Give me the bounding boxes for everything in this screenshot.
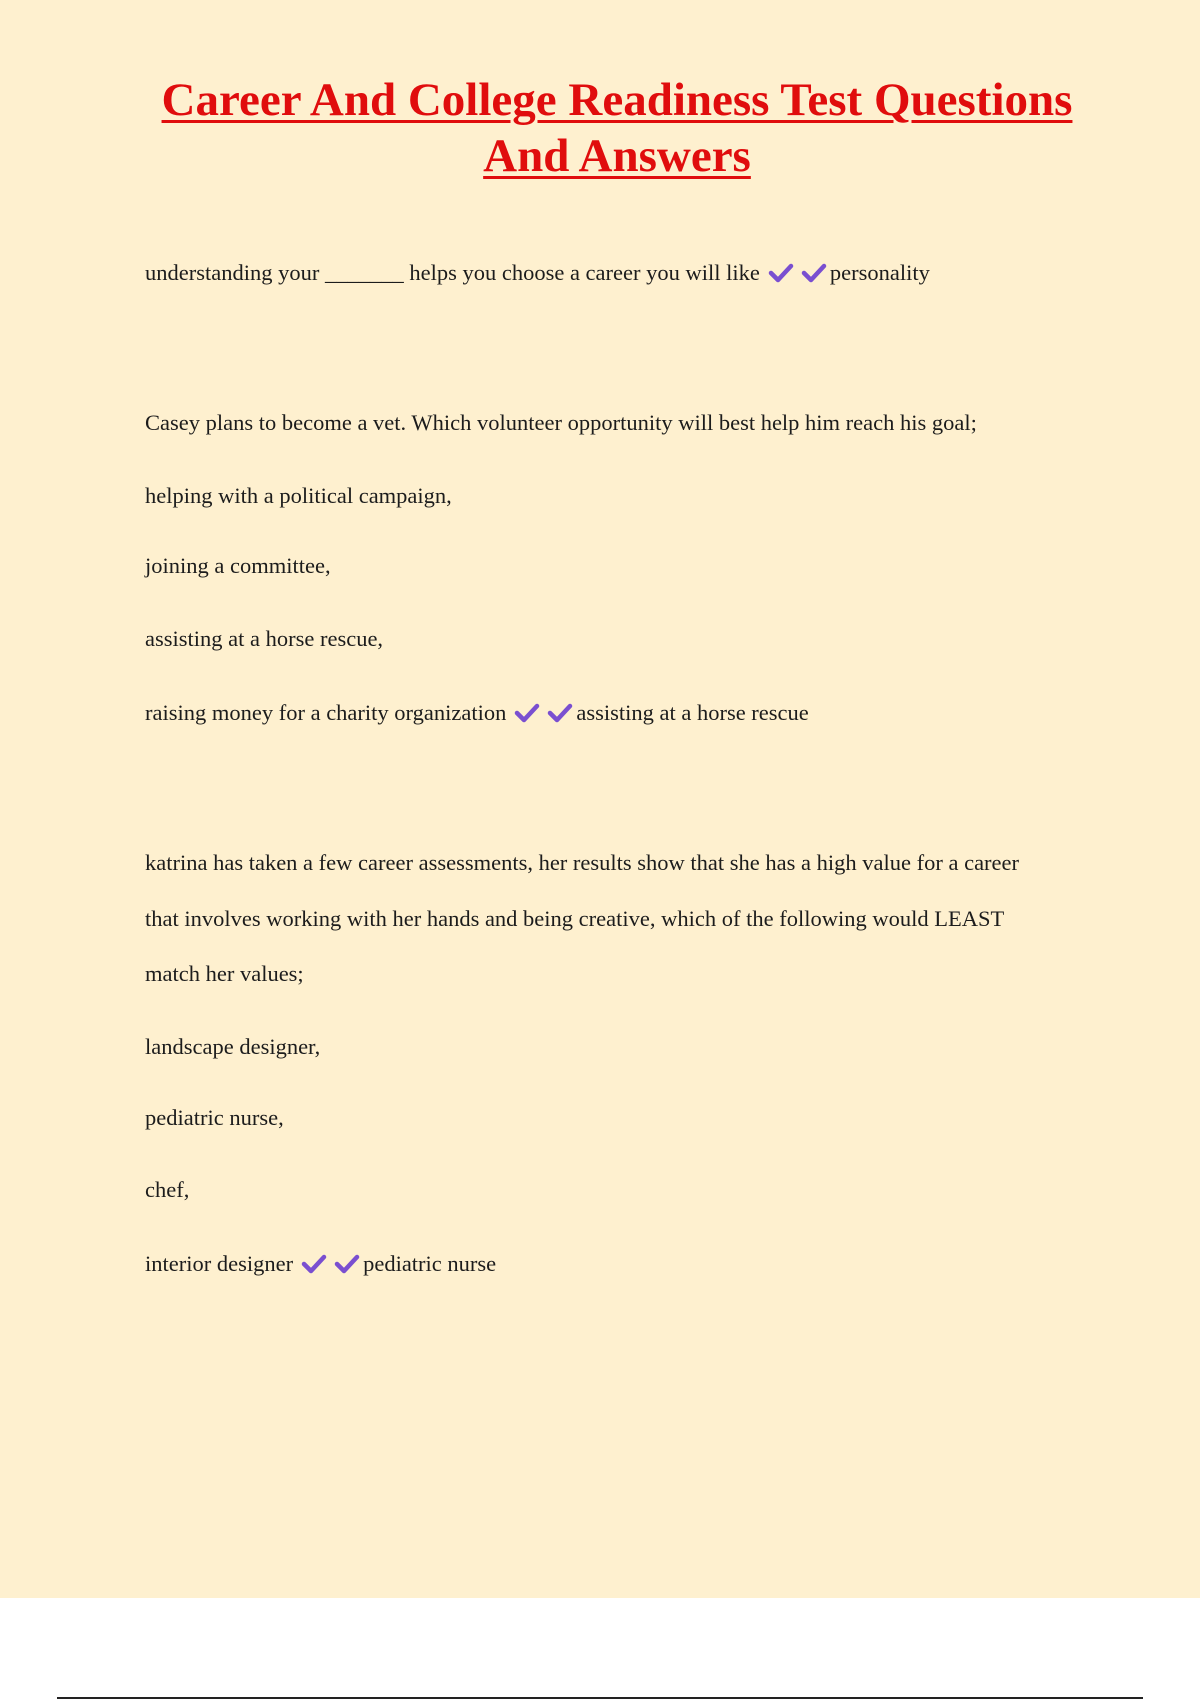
question-2-option-3: assisting at a horse rescue, [145,626,384,651]
question-3-text-line-3: match her values; [145,961,304,986]
check-icon [801,262,827,284]
question-1-text-with-answer [145,258,930,288]
question-2-answer: assisting at a horse rescue [576,700,809,725]
question-3-text-line-2: that involves working with her hands and being creative, which of the following would LEAST [145,906,1005,931]
document-title [120,72,1114,184]
footer-divider [57,1697,1143,1699]
question-1-text: understanding your _______ helps you choose a career you will like [145,260,760,285]
check-icon [547,702,573,724]
question-3-option-3: chef, [145,1177,190,1202]
question-2-option-2: joining a committee, [145,553,331,578]
question-1-answer: personality [829,260,930,285]
question-2-option-1: helping with a political campaign, [145,483,452,508]
check-icon [334,1253,360,1275]
question-2-text: Casey plans to become a vet. Which volunteer opportunity will best help him reach his goal; [145,410,977,435]
check-icon [514,702,540,724]
question-3-option-4: interior designer [145,1251,294,1276]
document-title-text: Career And College Readiness Test Questions And Answers [161,74,1073,182]
question-3-option-1: landscape designer, [145,1034,321,1059]
question-2-option-4: raising money for a charity organization [145,700,507,725]
question-3-option-2: pediatric nurse, [145,1105,284,1130]
question-3-option-4-with-answer [145,1249,496,1279]
question-3-text-line-1: katrina has taken a few career assessments, her results show that she has a high value for a career [145,850,1020,875]
question-3-answer: pediatric nurse [363,1251,497,1276]
check-icon [301,1253,327,1275]
question-2-option-4-with-answer [145,698,809,728]
check-icon [768,262,794,284]
